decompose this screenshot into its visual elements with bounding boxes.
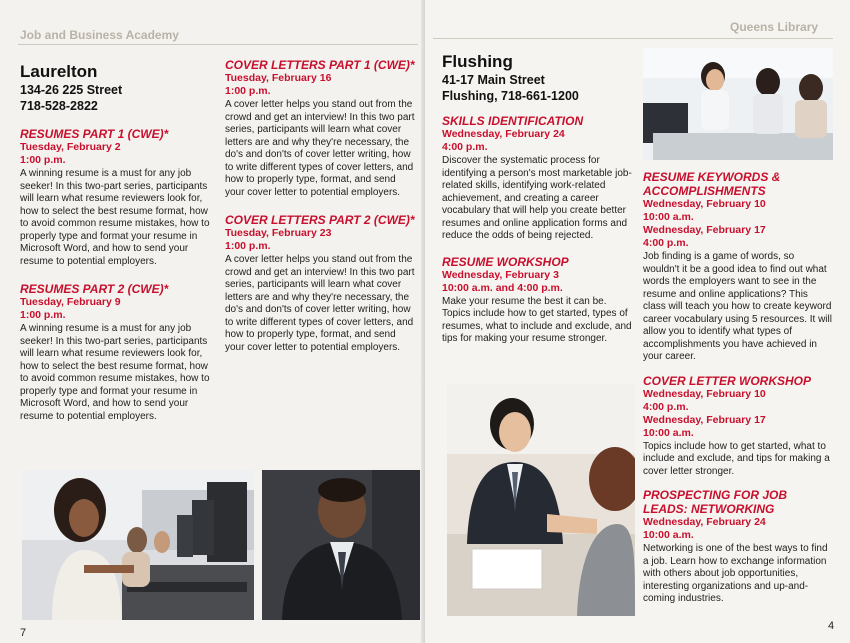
event-description: A winning resume is a must for any job seeker! In this two-part series, participants will learn what resume reviewers look for, how to select the best resume format, how to avoid common resume mistakes, how to properly type and format your resume in Microsoft Word, and how to send your resume to potential employers. [20, 168, 210, 267]
event [643, 170, 833, 364]
event-date: Tuesday, February 9 [20, 296, 121, 308]
event-title: RESUMES PART 2 (CWE)* [20, 282, 169, 296]
right-col-2 [643, 170, 833, 606]
event [643, 488, 833, 606]
event [442, 114, 634, 243]
man-suit-illustration [262, 470, 420, 620]
event-title: RESUME KEYWORDS & ACCOMPLISHMENTS [643, 170, 781, 198]
branch-address: 41-17 Main Street [442, 73, 545, 87]
students-computers-illustration [22, 470, 254, 620]
man-suit-photo [262, 470, 420, 620]
running-head-left: Job and Business Academy [20, 28, 179, 42]
event-description: Networking is one of the best ways to find a job. Learn how to exchange information with others about job opportunities, interesting organizations and up-and-coming industries. [643, 543, 828, 604]
event-description: Topics include how to get started, what to include and exclude, and tips for making a cover letter stronger. [643, 440, 830, 477]
page-number-left: 7 [20, 627, 27, 639]
event-date: Tuesday, February 16 [225, 72, 332, 84]
event-time: 1:00 p.m. [225, 240, 271, 252]
office-workers-photo [643, 48, 833, 160]
event-title: PROSPECTING FOR JOB LEADS: NETWORKING [643, 488, 788, 516]
event [20, 127, 212, 268]
handshake-photo [447, 384, 635, 616]
office-workers-illustration [643, 48, 833, 160]
event-date: Wednesday, February 24 [442, 128, 565, 140]
event-description: A cover letter helps you stand out from the crowd and get an interview! In this two part series, participants will learn what cover letters are and why they're necessary, the do's and don'ts of cover letter writing, how to write different types of cover letters, and how to properly type, format, and send your cover letter to potential employers. [225, 99, 415, 198]
event-description: Make your resume the best it can be. Topics include how to get started, types of resumes, what to include and exclude, and tips for making your resume stronger. [442, 295, 632, 344]
event [225, 213, 415, 354]
branch-name: Flushing [442, 52, 513, 71]
event-description: A cover letter helps you stand out from the crowd and get an interview! In this two part series, participants will learn what cover letters are and why they're necessary, the do's and don'ts of cover letter writing, how to write different types of cover letters, and how to properly type, format, and send your cover letter to potential employers. [225, 254, 415, 353]
handshake-illustration [447, 384, 635, 616]
event-title: COVER LETTER WORKSHOP [643, 373, 812, 388]
event-date: Tuesday, February 2 [20, 141, 121, 153]
event-date: Wednesday, February 24 [643, 516, 766, 528]
students-computers-photo [22, 470, 254, 620]
event-date: Wednesday, February 3 [442, 268, 559, 281]
branch-name: Laurelton [20, 62, 98, 81]
running-head-right: Queens Library [730, 20, 819, 34]
event-time: 4:00 p.m. [643, 237, 689, 249]
event-title: RESUMES PART 1 (CWE)* [20, 127, 169, 141]
left-col-2 [225, 58, 415, 354]
branch-phone: Flushing, 718-661-1200 [442, 89, 579, 103]
event-title: RESUME WORKSHOP [442, 254, 569, 269]
branch-address: 134-26 225 Street [20, 83, 123, 97]
event-time: 10:00 a.m. [643, 426, 694, 439]
event [442, 255, 634, 346]
event-time: 4:00 p.m. [442, 141, 488, 153]
event-title: SKILLS IDENTIFICATION [442, 114, 584, 128]
event-time: 4:00 p.m. [643, 400, 689, 413]
event-description: Job finding is a game of words, so wouldn't it be a good idea to find out what words the employers want to see in the resume and online applications? This class will teach you how to create keyword career vocabulary using 5 resources. It will allow you to identify what types of accomplishments you have achieved in your career. [643, 251, 832, 362]
event-time: 10:00 a.m. [643, 211, 694, 223]
page-number-right: 4 [828, 620, 835, 632]
event-date: Wednesday, February 17 [643, 224, 766, 236]
left-col-1 [20, 62, 212, 423]
event-title: COVER LETTERS PART 2 (CWE)* [225, 213, 415, 227]
event-description: A winning resume is a must for any job seeker! In this two-part series, participants will learn what resume reviewers look for, how to select the best resume format, how to avoid common resume mistakes, how to properly type and format your resume in Microsoft Word, and how to send your resume to potential employers. [20, 323, 210, 422]
branch-phone: 718-528-2822 [20, 99, 98, 113]
event-time: 10:00 a.m. [643, 529, 694, 541]
event-date: Wednesday, February 17 [643, 413, 766, 426]
event-time: 1:00 p.m. [20, 154, 66, 166]
event-title: COVER LETTERS PART 1 (CWE)* [225, 58, 415, 72]
event [643, 374, 833, 479]
header-rule [18, 44, 418, 45]
event-description: Discover the systematic process for identifying a person's most marketable job-related skills, identifying work-related achievement, and creating a career vocabulary that will help you create better resumes and online application forms and reduce the odds of being rejected. [442, 155, 632, 241]
event [20, 282, 212, 423]
event-time: 10:00 a.m. and 4:00 p.m. [442, 281, 563, 294]
event-time: 1:00 p.m. [225, 85, 271, 97]
event-date: Tuesday, February 23 [225, 227, 332, 239]
event-date: Wednesday, February 10 [643, 198, 766, 210]
right-col-1 [442, 52, 634, 346]
right-page [425, 0, 850, 643]
event-date: Wednesday, February 10 [643, 387, 766, 400]
header-rule [433, 38, 833, 39]
event-time: 1:00 p.m. [20, 309, 66, 321]
event [225, 58, 415, 199]
